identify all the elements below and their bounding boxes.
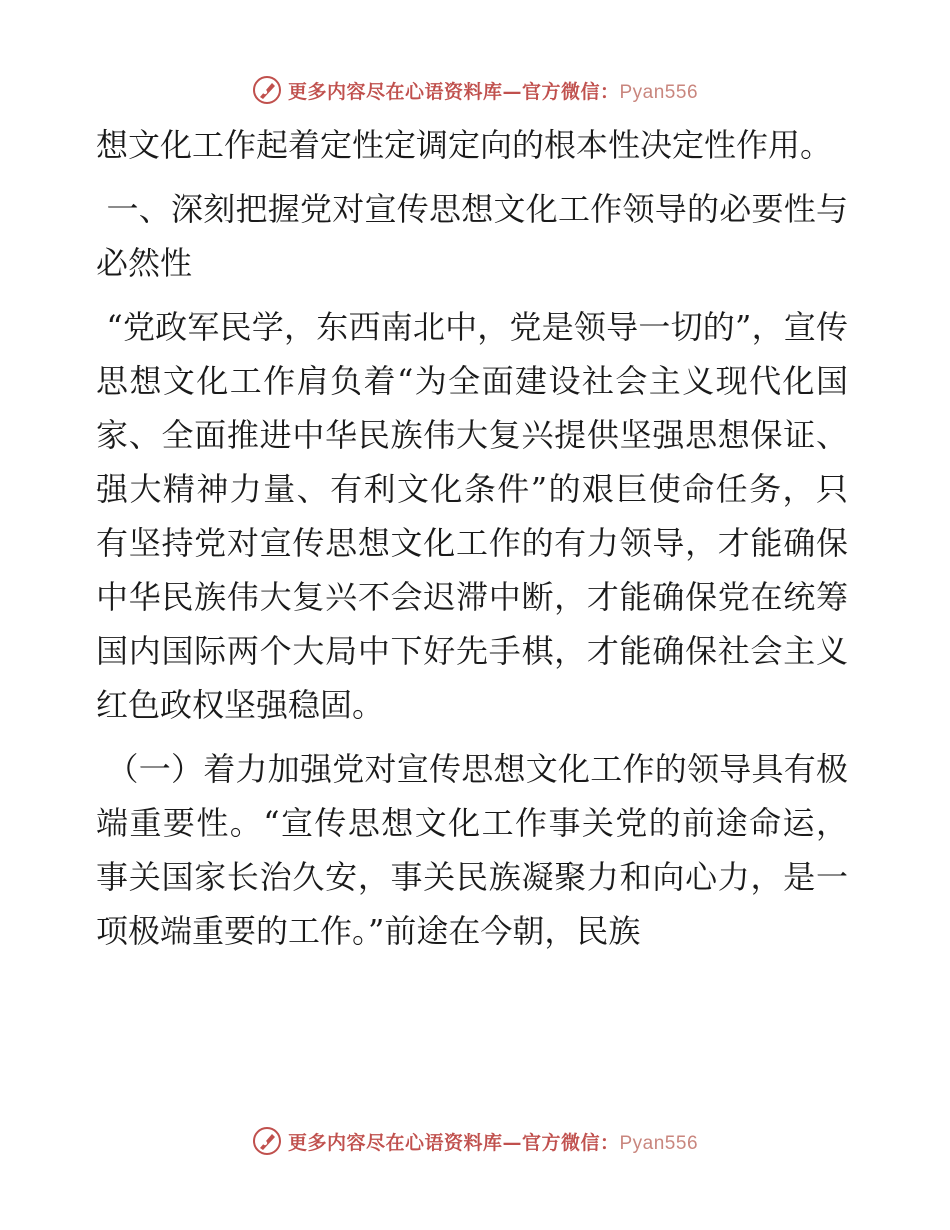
footer-site-name: 更多内容尽在心语资料库 [287,1131,503,1154]
section-heading: 一、深刻把握党对宣传思想文化工作领导的必要性与必然性 [96,190,848,282]
body-paragraph: （一）着力加强党对宣传思想文化工作的领导具有极端重要性。“宣传思想文化工作事关党的前途命运，事关国家长治久安，事关民族凝聚力和向心力，是一项极端重要的工作。”前途在今朝，民族 [96,750,848,950]
footer-wechat-id: Pyan556 [619,1132,699,1154]
header-site-name: 更多内容尽在心语资料库 [287,80,503,103]
header-separator: — [502,80,522,103]
document-body [96,118,848,968]
pen-logo-icon [252,1126,282,1156]
header-wechat-label: 官方微信： [521,80,620,103]
footer-wechat-label: 官方微信： [521,1131,620,1154]
body-paragraph: 想文化工作起着定性定调定向的根本性决定性作用。 [96,126,833,164]
footer-separator: — [502,1131,522,1154]
header-watermark [0,70,950,110]
pen-logo-icon [252,75,282,105]
header-wechat-id: Pyan556 [619,81,699,103]
body-paragraph: “党政军民学，东西南北中，党是领导一切的”，宣传思想文化工作肩负着“为全面建设社会主义现代化国家、全面推进中华民族伟大复兴提供坚强思想保证、强大精神力量、有利文化条件”的艰巨使命任务，只有坚持党对宣传思想文化工作的有力领导，才能确保中华民族伟大复兴不会迟滞中断，才能确保党在统筹国内国际两个大局中下好先手棋，才能确保社会主义红色政权坚强稳固。 [96,308,848,724]
footer-watermark [0,1121,950,1161]
